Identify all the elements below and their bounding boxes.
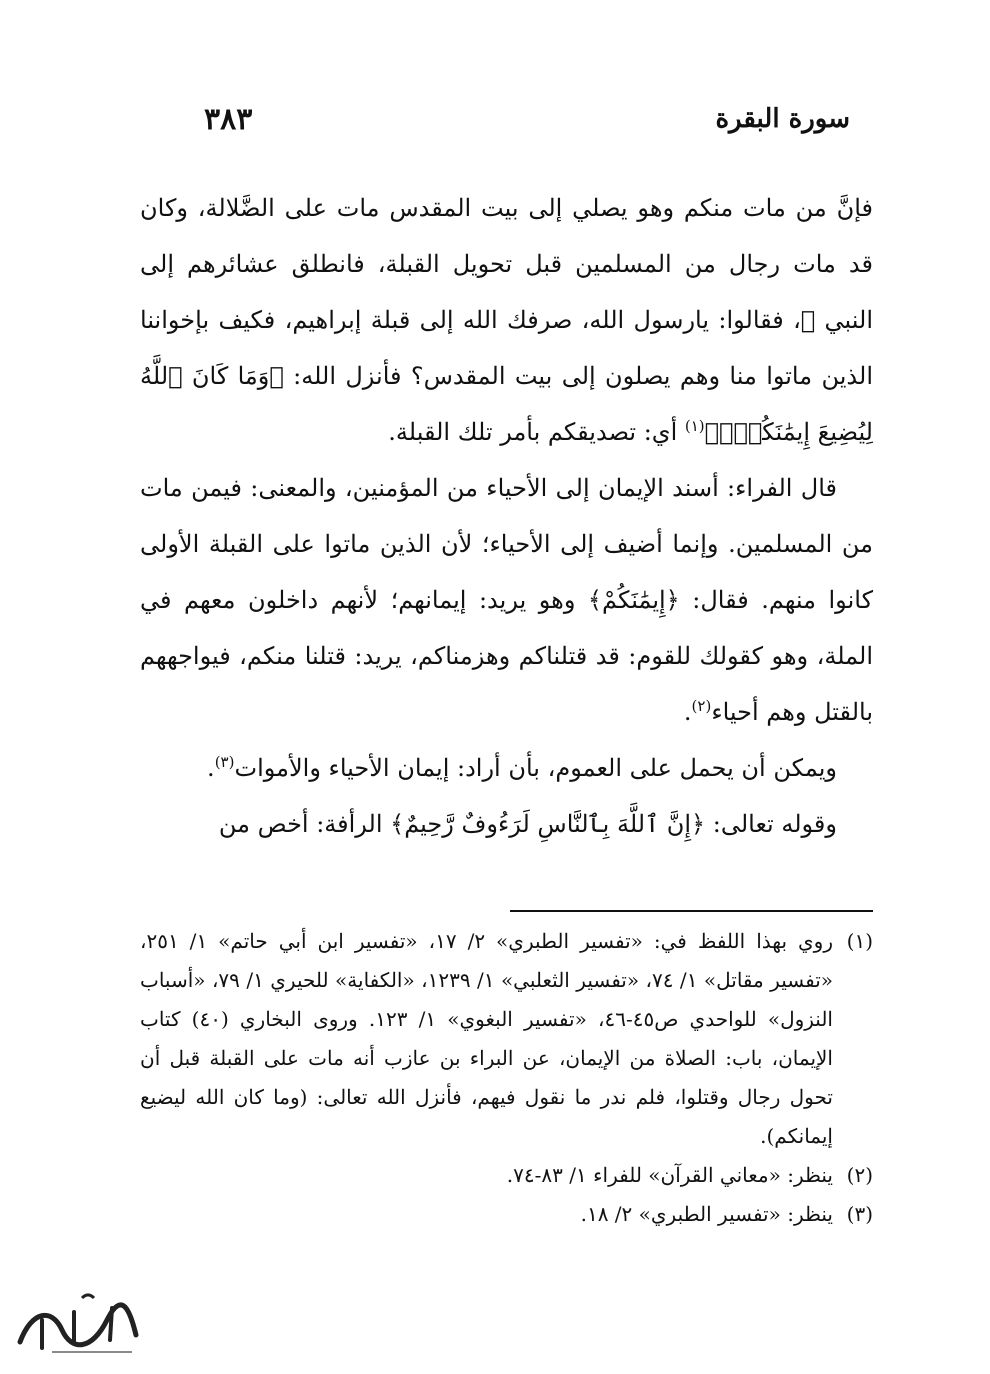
footnote-text: روي بهذا اللفظ في: «تفسير الطبري» ٢/ ١٧، «تفسير ابن أبي حاتم» ١/ ٢٥١، «تفسير مقاتل» ١/ ٧٤، «تفسير الثعلبي» ١/ ١٢٣٩، «الكفاية» للحيري ١/ ٧٩، «أسباب النزول» للواحدي ص٤٥-٤٦، «تفسير البغوي» ١/ ١٢٣. وروى البخاري (٤٠) كتاب الإيمان، باب: الصلاة من الإيمان، عن البراء بن عازب أنه مات على القبلة قبل أن تحول رجال وقتلوا، فلم ندر ما نقول فيهم، فأنزل الله تعالى: (وما كان الله ليضيع إيمانكم). <box>140 929 834 1148</box>
footnote-number: (١) <box>846 929 873 953</box>
publisher-logo <box>12 1290 142 1360</box>
surah-title: سورة البقرة <box>715 104 850 134</box>
main-text <box>140 180 873 852</box>
page-number: ٣٨٣ <box>204 102 253 137</box>
footnote-divider <box>510 910 873 912</box>
footnote-item <box>140 1156 873 1195</box>
footnote-item <box>140 922 873 1156</box>
paragraph-1 <box>140 180 873 460</box>
footnote-text: ينظر: «معاني القرآن» للفراء ١/ ٨٣-٧٤. <box>506 1163 833 1187</box>
footnote-number: (٣) <box>846 1202 873 1226</box>
footnote-item <box>140 1195 873 1234</box>
paragraph-2 <box>140 460 873 740</box>
footnote-ref: (٣) <box>214 753 235 771</box>
footnote-text: ينظر: «تفسير الطبري» ٢/ ١٨. <box>580 1202 833 1226</box>
text-run: ويمكن أن يحمل على العموم، بأن أراد: إيمان الأحياء والأموات <box>234 754 837 782</box>
text-run: وهو يريد: إيمانهم؛ لأنهم داخلون معهم في الملة، وهو كقولك للقوم: قد قتلناكم وهزمناكم، يريد: قتلنا منكم، فيواجههم بالقتل وهم أحياء <box>140 586 873 726</box>
text-run: قال الفراء: أسند الإيمان إلى الأحياء من المؤمنين، والمعنى: فيمن مات من المسلمين. وإنما أضيف إلى الأحياء؛ لأن الذين ماتوا على القبلة الأولى كانوا منهم. فقال: <box>140 474 873 614</box>
footnote-number: (٢) <box>846 1163 873 1187</box>
text-run: وقوله تعالى: <box>705 810 837 838</box>
text-run: فإنَّ من مات منكم وهو يصلي إلى بيت المقدس مات على الضَّلالة، وكان قد مات رجال من المسلمين قبل تحويل القبلة، فانطلق عشائرهم إلى النبي ﷺ، فقالوا: يارسول الله، صرفك الله إلى قبلة إبراهيم، فكيف بإخواننا الذين ماتوا منا وهم يصلون إلى بيت المقدس؟ فأنزل الله: <box>140 194 873 390</box>
text-run: الرأفة: أخص من <box>218 810 391 838</box>
text-run: أي: تصديقكم بأمر تلك القبلة. <box>388 418 685 446</box>
footnotes <box>140 922 873 1234</box>
quran-verse: ﴿وَمَا كَانَ ٱللَّهُ لِيُضِيعَ إِيمَٰنَكُمْۚ﴾ <box>140 362 873 446</box>
footnote-ref: (١) <box>684 417 705 435</box>
paragraph-4 <box>140 796 873 852</box>
quran-verse: ﴿إِنَّ ٱللَّهَ بِٱلنَّاسِ لَرَءُوفٌ رَّحِيمٌ﴾ <box>390 810 706 838</box>
paragraph-3 <box>140 740 873 796</box>
text-run: . <box>207 754 215 782</box>
quran-verse: ﴿إِيمَٰنَكُمْ﴾ <box>587 586 680 614</box>
footnote-ref: (٢) <box>691 697 712 715</box>
page-header <box>140 96 850 146</box>
text-run: . <box>683 698 692 726</box>
